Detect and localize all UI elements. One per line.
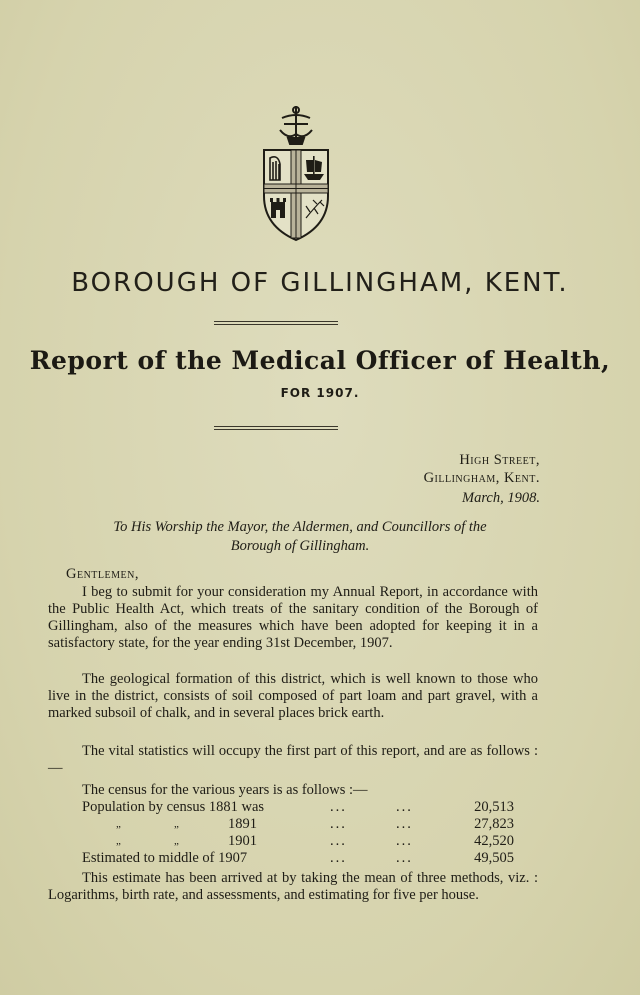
leader-dots: ...	[330, 833, 347, 849]
leader-dots: ...	[330, 799, 347, 815]
census-row	[82, 816, 514, 833]
address-line-town: Gillingham, Kent.	[423, 470, 540, 486]
divider-rule	[214, 426, 338, 430]
ditto-mark: „	[174, 835, 179, 847]
report-year: FOR 1907.	[280, 386, 360, 400]
census-label: Population by census 1881 was	[82, 799, 265, 815]
paragraph-text: I beg to submit for your consideration my Annual Report, in accordance with the Public Health Act, which treats of the sanitary condition of the Borough of Gillingham, also of the measures which have been adopted for keeping it in a satisfactory state, for the year ending 31st December, 1907.	[48, 584, 538, 651]
census-year: 1901	[228, 833, 257, 849]
census-label: Estimated to middle of 1907	[82, 850, 248, 866]
census-value: 20,513	[474, 799, 514, 815]
divider-rule	[214, 321, 338, 325]
borough-heading: BOROUGH OF GILLINGHAM, KENT.	[71, 268, 569, 298]
addressee-line: Borough of Gillingham.	[230, 538, 370, 554]
ditto-mark: „	[116, 818, 121, 830]
paragraph	[48, 584, 538, 652]
ditto-mark: „	[116, 835, 121, 847]
leader-dots: ...	[330, 850, 347, 866]
addressee	[60, 518, 540, 556]
census-year: 1891	[228, 816, 257, 832]
address-line-street: High Street,	[459, 452, 540, 468]
paragraph-text: The geological formation of this district, which is well known to those who live in the district, consists of soil composed of part loam and part gravel, with a marked subsoil of chalk, and in several places brick earth.	[48, 671, 538, 721]
paragraph	[48, 782, 538, 799]
letter-date: March, 1908.	[462, 490, 540, 506]
census-value: 49,505	[474, 850, 514, 866]
census-value: 27,823	[474, 816, 514, 832]
leader-dots: ...	[396, 816, 413, 832]
census-row	[82, 799, 514, 816]
paragraph	[48, 870, 538, 904]
leader-dots: ...	[330, 816, 347, 832]
census-value: 42,520	[474, 833, 514, 849]
census-row	[82, 833, 514, 850]
report-title: Report of the Medical Officer of Health,	[29, 346, 611, 375]
ditto-mark: „	[174, 818, 179, 830]
paragraph-text: The vital statistics will occupy the first part of this report, and are as follows :—	[48, 743, 538, 776]
leader-dots: ...	[396, 833, 413, 849]
paragraph	[48, 743, 538, 777]
census-row	[82, 850, 514, 867]
leader-dots: ...	[396, 850, 413, 866]
paragraph	[48, 671, 538, 722]
addressee-line: To His Worship the Mayor, the Aldermen, and Councillors of the	[113, 519, 487, 535]
borough-crest-icon	[258, 104, 334, 244]
paragraph-text: The census for the various years is as follows :—	[82, 782, 368, 798]
greeting: Gentlemen,	[66, 566, 139, 582]
leader-dots: ...	[396, 799, 413, 815]
paragraph-text: This estimate has been arrived at by taking the mean of three methods, viz. : Logarithms, birth rate, and assessments, and estimating for five per house.	[48, 870, 538, 903]
